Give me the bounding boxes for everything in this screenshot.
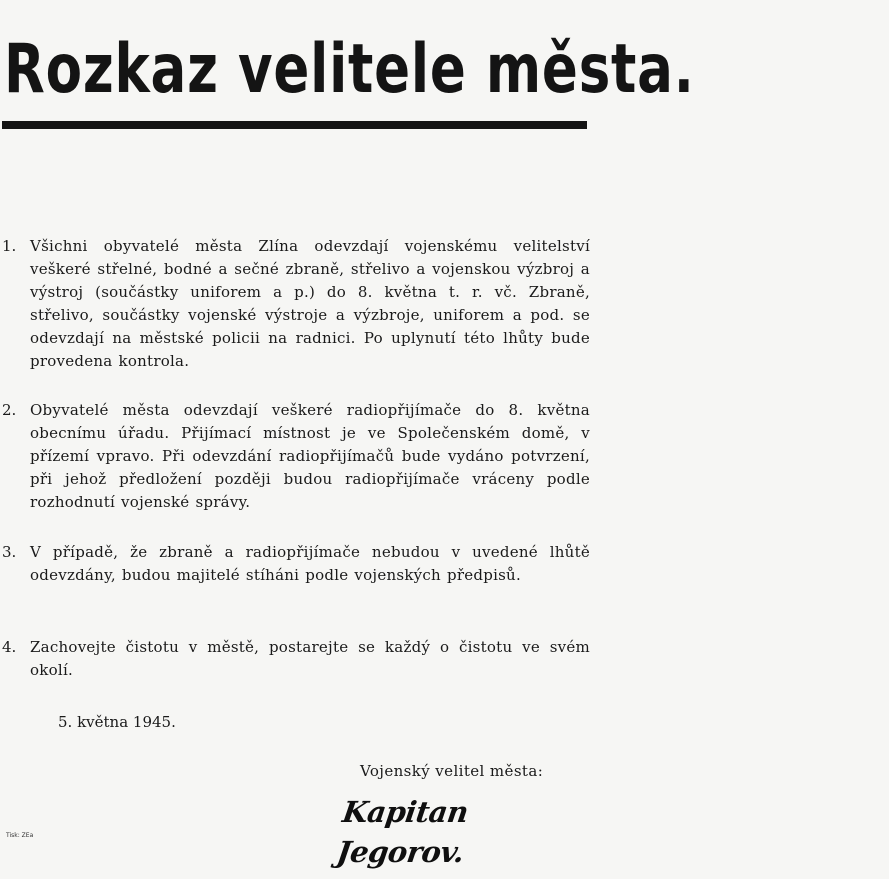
item-text: Zachovejte čistotu v městě, postarejte se každý o čistotu ve svém okolí. xyxy=(30,638,590,679)
item-text: Všichni obyvatelé města Zlína odevzdají vojenskému velitelství veškeré střelné, bodné a sečné zbraně, střelivo a vojenskou výzbroj a výstroj (součástky uniforem a p.) do 8. května t. r. vč. Zbraně, střelivo, součástky vojenské výstroje a výzbroje, uniforem a pod. se odevzdají na městské policii na radnici. Po uplynutí této lhůty bude provedena kontrola. xyxy=(30,237,590,370)
item-text: V případě, že zbraně a radiopřijímače nebudou v uvedené lhůtě odevzdány, budou majitelé stíháni podle vojenských předpisů. xyxy=(30,543,590,584)
item-number: 2. xyxy=(2,401,17,419)
issue-date: 5. května 1945. xyxy=(58,713,176,731)
page-title: Rozkaz velitele města. xyxy=(4,30,695,109)
printer-mark: Tisk: ZEa xyxy=(6,832,34,839)
item-number: 1. xyxy=(2,237,17,255)
item-number: 3. xyxy=(2,543,17,561)
item-text: Obyvatelé města odevzdají veškeré radiopřijímače do 8. května obecnímu úřadu. Přijímací místnost je ve Společenském domě, v přízemí vpravo. Při odevzdání radiopřijímačů bude vydáno potvrzení, při jehož předložení později budou radiopřijímače vráceny podle rozhodnutí vojenské správy. xyxy=(30,401,590,511)
signer-title: Vojenský velitel města: xyxy=(360,762,544,780)
commander-signature: Kapitan Jegorov. xyxy=(334,795,471,869)
title-underline-rule xyxy=(2,121,587,129)
item-number: 4. xyxy=(2,638,17,656)
